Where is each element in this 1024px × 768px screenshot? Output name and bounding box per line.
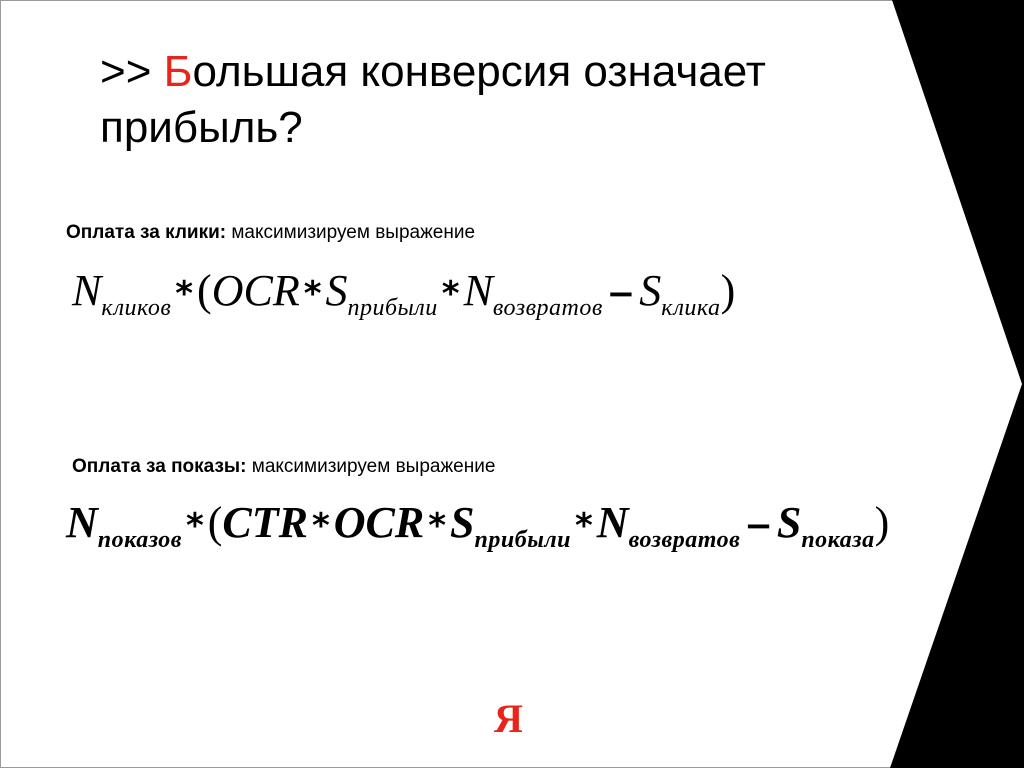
formula-n-returns: N xyxy=(596,498,629,547)
formula-s-cost-sub: показа xyxy=(801,527,875,553)
formula-minus: − xyxy=(744,506,773,546)
formula-s-cost: S xyxy=(639,266,662,315)
formula-multiply: * xyxy=(185,506,204,546)
formula-paren-close: ) xyxy=(874,498,890,547)
formula-s-profit: S xyxy=(450,498,475,547)
formula-multiply: * xyxy=(175,274,194,314)
clicks-label xyxy=(66,222,475,244)
formula-s-cost: S xyxy=(776,498,802,547)
title-accent-letter: Б xyxy=(163,47,193,96)
formula-multiply: * xyxy=(311,506,330,546)
impressions-label-bold: Оплата за показы: xyxy=(72,456,247,477)
slide-title xyxy=(100,44,860,156)
formula-n-clicks-sub: кликов xyxy=(101,295,172,321)
formula-ctr: CTR xyxy=(222,498,308,547)
impressions-label xyxy=(72,456,495,478)
formula-multiply: * xyxy=(428,506,447,546)
clicks-formula xyxy=(72,266,735,323)
formula-multiply: * xyxy=(303,274,322,314)
formula-n-impressions-sub: показов xyxy=(97,527,182,553)
formula-n-impressions: N xyxy=(66,498,98,547)
formula-paren-open: ( xyxy=(207,498,223,547)
formula-paren-close: ) xyxy=(720,266,736,315)
formula-ocr: OCR xyxy=(211,266,300,315)
formula-ocr: OCR xyxy=(333,498,425,547)
yandex-logo xyxy=(494,695,523,743)
formula-s-profit-sub: прибыли xyxy=(347,295,438,321)
clicks-label-text: максимизируем выражение xyxy=(226,222,476,243)
formula-multiply: * xyxy=(575,506,593,546)
formula-paren-open: ( xyxy=(197,266,212,315)
impressions-formula xyxy=(66,498,889,555)
formula-n-returns-sub: возвратов xyxy=(628,527,741,553)
title-rest: ольшая конверсия означает прибыль? xyxy=(100,47,766,152)
formula-s-profit-sub: прибыли xyxy=(474,527,572,553)
formula-s-profit: S xyxy=(325,266,348,315)
title-prefix: >> xyxy=(100,47,164,96)
formula-n-clicks: N xyxy=(72,266,102,315)
formula-s-cost-sub: клика xyxy=(661,295,721,321)
impressions-label-text: максимизируем выражение xyxy=(246,456,496,477)
formula-n-returns-sub: возвратов xyxy=(492,295,603,321)
formula-multiply: * xyxy=(441,274,460,314)
formula-n-returns: N xyxy=(463,266,493,315)
yandex-logo-text: Я xyxy=(494,696,523,741)
clicks-label-bold: Оплата за клики: xyxy=(66,222,227,243)
formula-minus: − xyxy=(606,274,636,314)
